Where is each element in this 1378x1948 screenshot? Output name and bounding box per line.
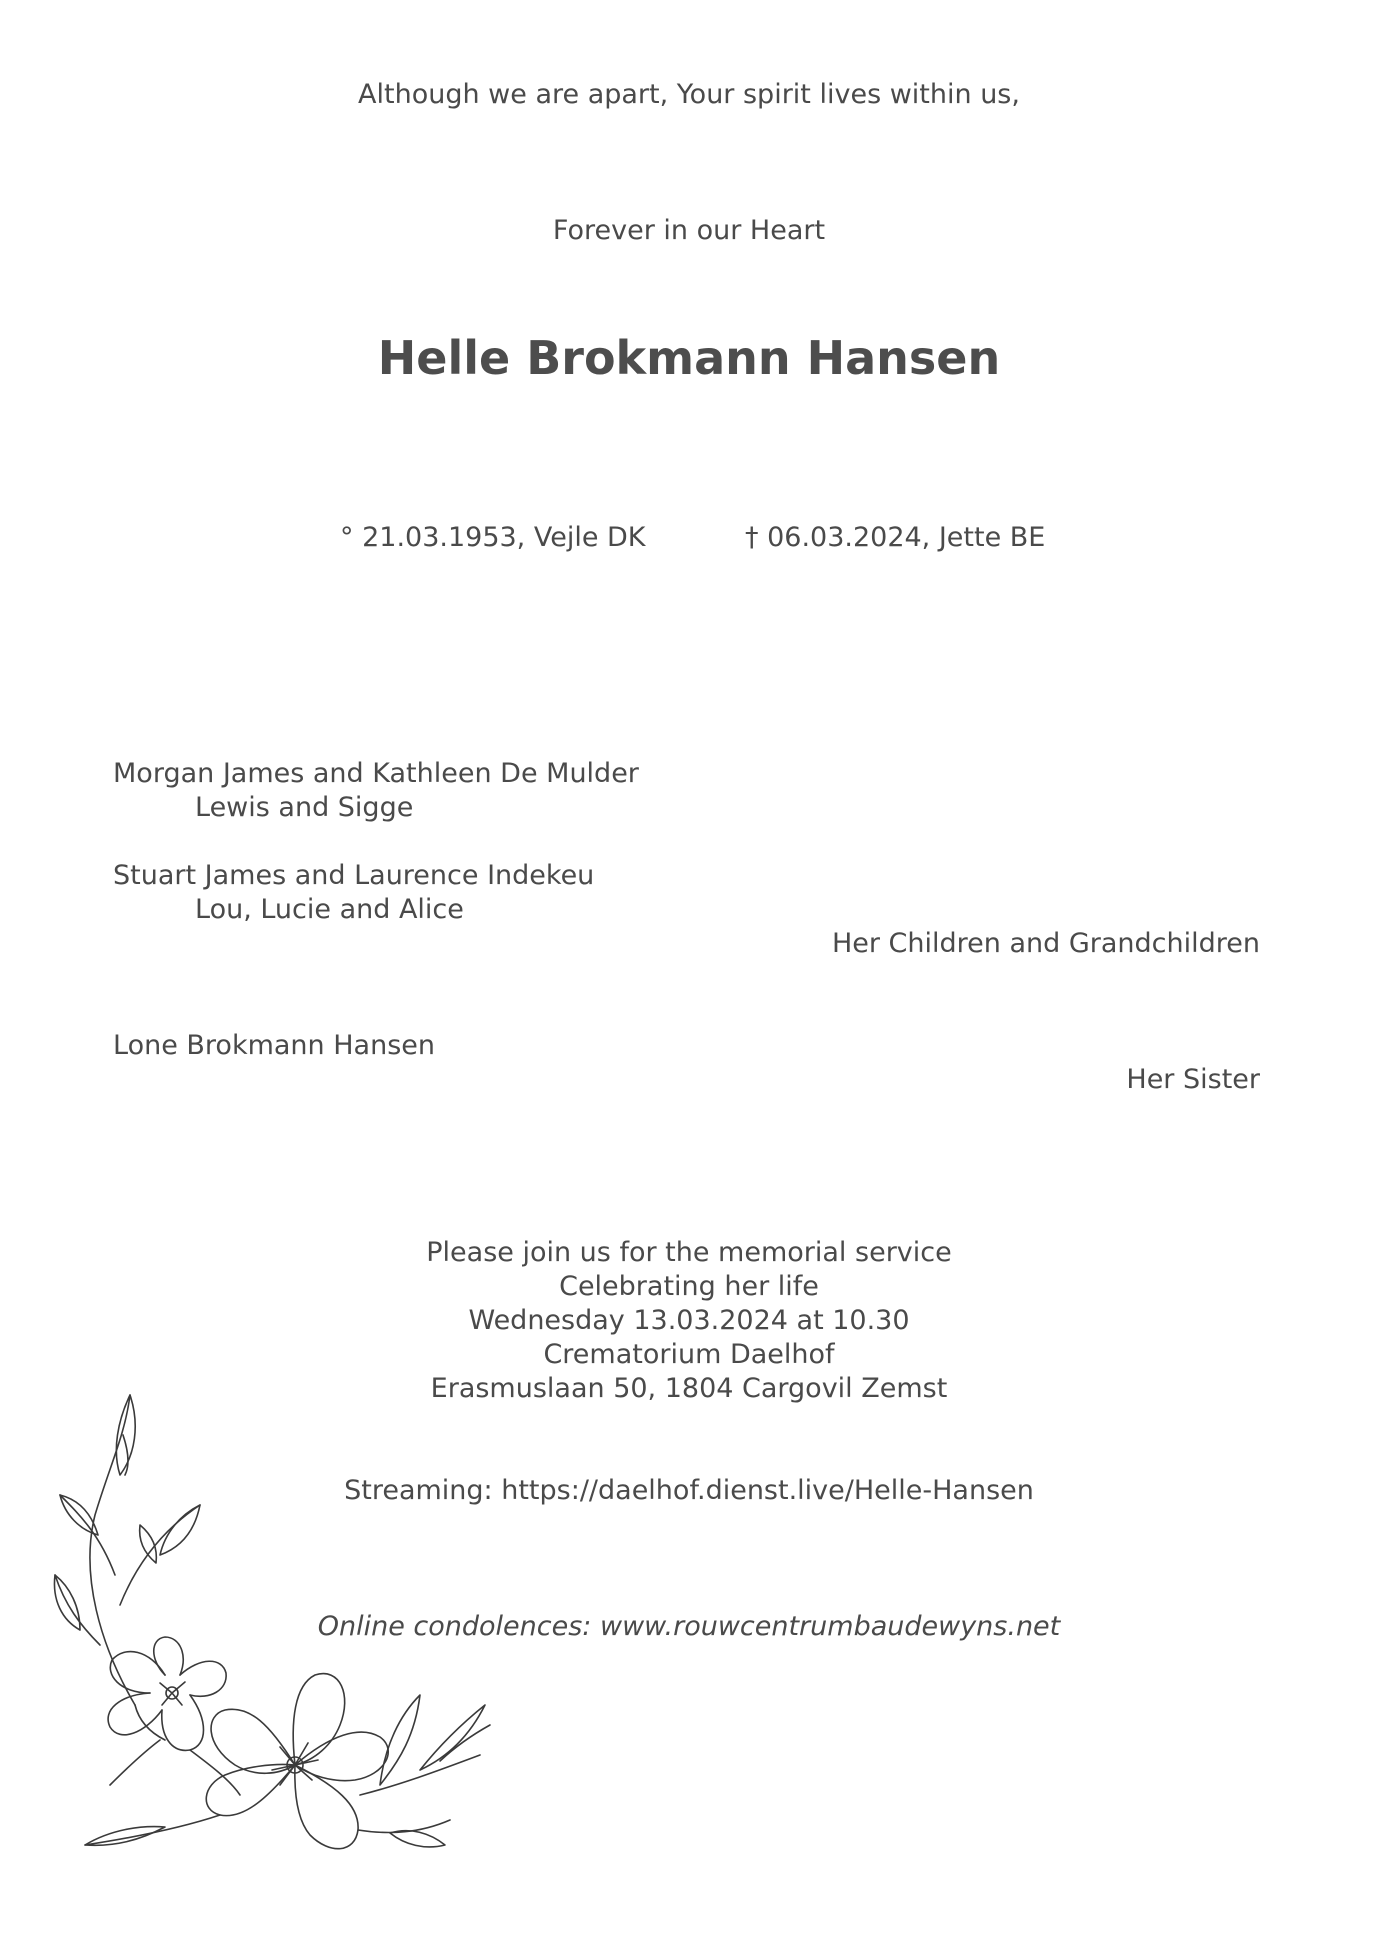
children-role-label: Her Children and Grandchildren	[831, 928, 1260, 959]
family-group-2-children: Lou, Lucie and Alice	[195, 894, 464, 925]
memorial-quote: Although we are apart, Your spirit lives within us,	[358, 79, 1020, 110]
family-group-2-parents: Stuart James and Laurence Indekeu	[113, 860, 595, 891]
family-group-1-children: Lewis and Sigge	[195, 792, 414, 823]
family-group-2	[113, 859, 594, 927]
streaming-link[interactable]: Streaming: https://daelhof.dienst.live/Helle-Hansen	[344, 1475, 1034, 1506]
heart-line: Forever in our Heart	[552, 215, 826, 246]
family-group-1-parents: Morgan James and Kathleen De Mulder	[113, 758, 639, 789]
service-line-venue: Crematorium Daelhof	[543, 1339, 835, 1370]
service-line-celebration: Celebrating her life	[559, 1271, 819, 1302]
death-info: † 06.03.2024, Jette BE	[745, 522, 1046, 553]
service-line-invitation: Please join us for the memorial service	[426, 1237, 952, 1268]
deceased-name: Helle Brokmann Hansen	[377, 331, 1001, 385]
floral-line-drawing-icon	[40, 1375, 620, 1875]
condolences-link[interactable]: Online condolences: www.rouwcentrumbaudewyns.net	[317, 1611, 1061, 1642]
sister-name: Lone Brokmann Hansen	[113, 1030, 435, 1061]
service-line-address: Erasmuslaan 50, 1804 Cargovil Zemst	[430, 1373, 948, 1404]
service-line-date: Wednesday 13.03.2024 at 10.30	[468, 1305, 910, 1336]
birth-info: ° 21.03.1953, Vejle DK	[340, 522, 646, 553]
sister-role-label: Her Sister	[1126, 1064, 1260, 1095]
family-group-1	[113, 757, 639, 825]
